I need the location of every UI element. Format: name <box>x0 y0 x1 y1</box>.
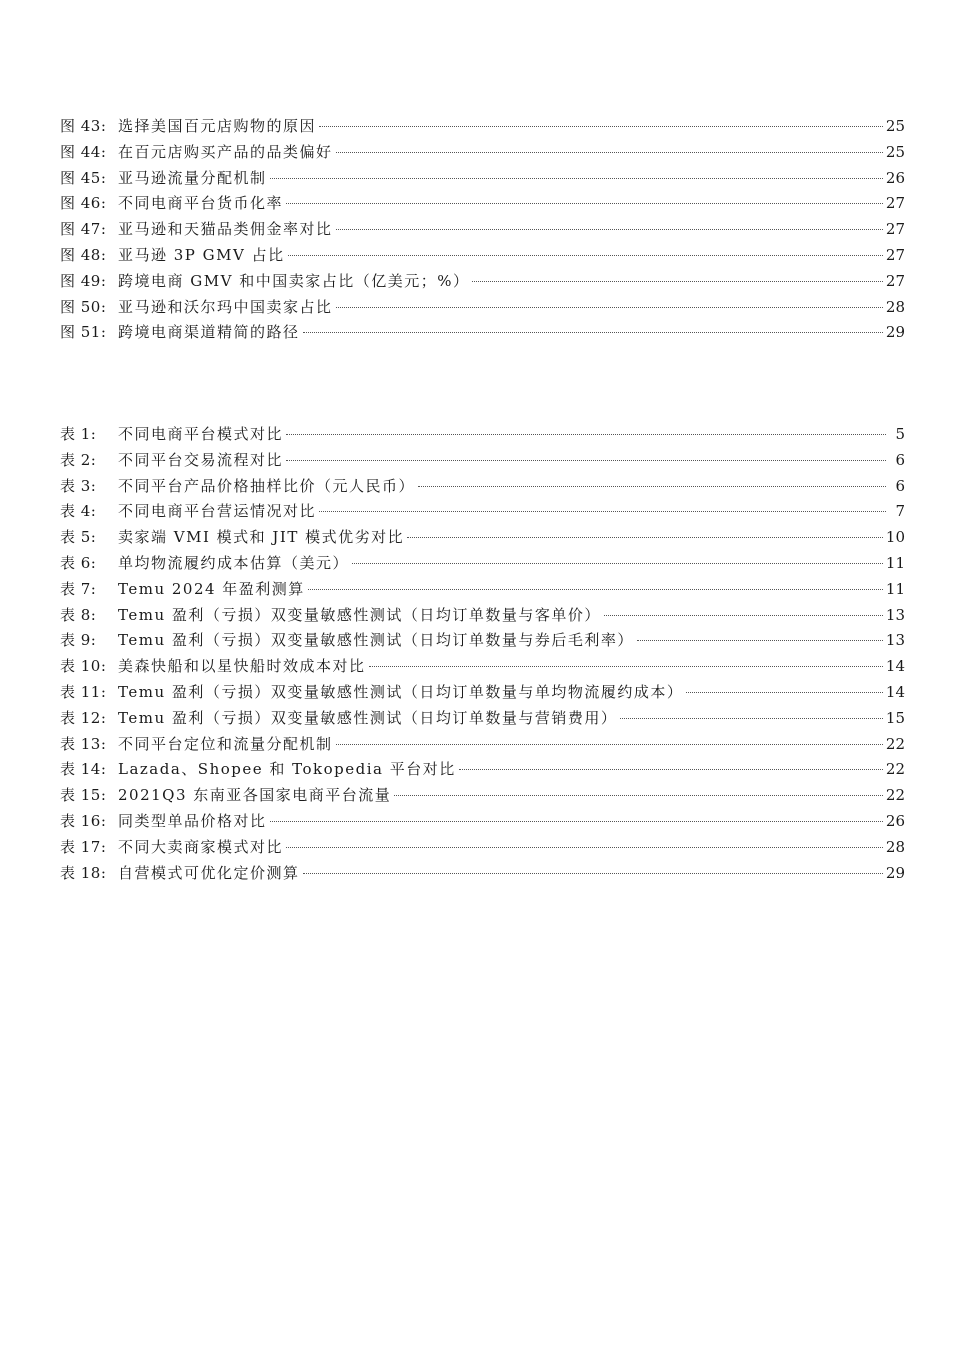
entry-page-number: 26 <box>885 811 905 830</box>
toc-entry[interactable] <box>60 450 905 476</box>
entry-title: 不同平台交易流程对比 <box>118 450 284 469</box>
entry-page-number: 27 <box>885 271 905 290</box>
entry-page-number: 28 <box>885 837 905 856</box>
toc-entry[interactable] <box>60 245 905 271</box>
toc-entry[interactable] <box>60 630 905 656</box>
entry-title: 跨境电商渠道精简的路径 <box>118 323 300 342</box>
toc-entry[interactable] <box>60 116 905 142</box>
toc-entry[interactable] <box>60 476 905 502</box>
toc-entry[interactable] <box>60 837 905 863</box>
entry-page-number: 22 <box>885 786 905 805</box>
entry-label: 图 50: <box>60 297 107 316</box>
toc-entry[interactable] <box>60 863 905 889</box>
entry-title: 美森快船和以星快船时效成本对比 <box>118 657 366 676</box>
entry-page-number: 27 <box>885 220 905 239</box>
entry-label: 图 46: <box>60 194 107 213</box>
toc-entry[interactable] <box>60 142 905 168</box>
toc-entry[interactable] <box>60 605 905 631</box>
entry-label: 表 6: <box>60 553 97 572</box>
entry-page-number: 6 <box>895 450 905 469</box>
entry-title: 自营模式可优化定价测算 <box>118 863 300 882</box>
entry-label: 表 9: <box>60 631 97 650</box>
entry-page-number: 11 <box>885 579 905 598</box>
figures-index <box>60 116 905 348</box>
entry-title: 同类型单品价格对比 <box>118 811 267 830</box>
entry-page-number: 25 <box>885 117 905 135</box>
toc-entry[interactable] <box>60 271 905 297</box>
entry-page-number: 27 <box>885 194 905 213</box>
toc-entry[interactable] <box>60 193 905 219</box>
dot-leader <box>336 744 883 745</box>
entry-label: 表 2: <box>60 450 97 469</box>
entry-title: 亚马逊和天猫品类佣金率对比 <box>118 220 333 239</box>
entry-label: 图 43: <box>60 117 107 135</box>
entry-label: 表 3: <box>60 476 97 495</box>
entry-label: 图 47: <box>60 220 107 239</box>
entry-title: 不同电商平台货币化率 <box>118 194 284 213</box>
entry-page-number: 27 <box>885 245 905 264</box>
dot-leader <box>407 537 883 538</box>
entry-label: 表 11: <box>60 682 107 701</box>
entry-page-number: 7 <box>895 502 905 521</box>
entry-page-number: 6 <box>895 476 905 495</box>
dot-leader <box>308 589 883 590</box>
entry-title: 单均物流履约成本估算（美元） <box>118 553 350 572</box>
entry-title: 跨境电商 GMV 和中国卖家占比（亿美元；%） <box>118 271 470 290</box>
dot-leader <box>319 126 883 127</box>
entry-label: 表 18: <box>60 863 107 882</box>
entry-title: 不同大卖商家模式对比 <box>118 837 284 856</box>
dot-leader <box>394 795 883 796</box>
dot-leader <box>459 769 883 770</box>
toc-entry[interactable] <box>60 579 905 605</box>
entry-page-number: 11 <box>885 553 905 572</box>
entry-label: 表 16: <box>60 811 107 830</box>
entry-page-number: 14 <box>885 657 905 676</box>
entry-label: 图 49: <box>60 271 107 290</box>
toc-entry[interactable] <box>60 527 905 553</box>
dot-leader <box>288 255 883 256</box>
toc-entry[interactable] <box>60 219 905 245</box>
dot-leader <box>270 178 883 179</box>
entry-label: 表 8: <box>60 605 97 624</box>
tables-index <box>60 424 905 888</box>
toc-entry[interactable] <box>60 708 905 734</box>
entry-page-number: 25 <box>885 142 905 161</box>
entry-title: 不同平台定位和流量分配机制 <box>118 734 333 753</box>
entry-title: Temu 盈利（亏损）双变量敏感性测试（日均订单数量与券后毛利率） <box>118 631 634 650</box>
entry-title: Lazada、Shopee 和 Tokopedia 平台对比 <box>118 760 456 779</box>
entry-page-number: 5 <box>895 425 905 443</box>
dot-leader <box>286 434 886 435</box>
toc-entry[interactable] <box>60 501 905 527</box>
entry-page-number: 15 <box>885 708 905 727</box>
entry-title: Temu 2024 年盈利测算 <box>118 579 305 598</box>
entry-title: 2021Q3 东南亚各国家电商平台流量 <box>118 786 392 805</box>
entry-label: 表 13: <box>60 734 107 753</box>
toc-entry[interactable] <box>60 168 905 194</box>
toc-entry[interactable] <box>60 759 905 785</box>
entry-page-number: 26 <box>885 168 905 187</box>
dot-leader <box>336 229 883 230</box>
entry-label: 表 17: <box>60 837 107 856</box>
entry-page-number: 22 <box>885 734 905 753</box>
entry-page-number: 13 <box>885 631 905 650</box>
entry-label: 图 48: <box>60 245 107 264</box>
entry-title: 不同平台产品价格抽样比价（元人民币） <box>118 476 416 495</box>
entry-title: 不同电商平台模式对比 <box>118 425 284 443</box>
dot-leader <box>303 332 883 333</box>
entry-label: 表 1: <box>60 425 97 443</box>
entry-page-number: 10 <box>885 528 905 547</box>
entry-label: 表 14: <box>60 760 107 779</box>
entry-title: 亚马逊流量分配机制 <box>118 168 267 187</box>
dot-leader <box>286 847 883 848</box>
entry-label: 图 51: <box>60 323 107 342</box>
toc-entry[interactable] <box>60 297 905 323</box>
entry-page-number: 28 <box>885 297 905 316</box>
toc-entry[interactable] <box>60 322 905 348</box>
dot-leader <box>369 666 883 667</box>
dot-leader <box>286 203 883 204</box>
entry-label: 表 10: <box>60 657 107 676</box>
entry-label: 图 45: <box>60 168 107 187</box>
toc-entry[interactable] <box>60 656 905 682</box>
entry-page-number: 29 <box>885 863 905 882</box>
dot-leader <box>352 563 883 564</box>
entry-label: 表 4: <box>60 502 97 521</box>
entry-title: 亚马逊 3P GMV 占比 <box>118 245 285 264</box>
dot-leader <box>336 152 883 153</box>
entry-label: 表 12: <box>60 708 107 727</box>
toc-entry[interactable] <box>60 785 905 811</box>
entry-title: 亚马逊和沃尔玛中国卖家占比 <box>118 297 333 316</box>
entry-title: Temu 盈利（亏损）双变量敏感性测试（日均订单数量与营销费用） <box>118 708 618 727</box>
dot-leader <box>686 692 883 693</box>
dot-leader <box>472 281 882 282</box>
entry-page-number: 14 <box>885 682 905 701</box>
toc-entry[interactable] <box>60 682 905 708</box>
toc-entry[interactable] <box>60 734 905 760</box>
entry-title: 在百元店购买产品的品类偏好 <box>118 142 333 161</box>
entry-label: 图 44: <box>60 142 107 161</box>
entry-page-number: 13 <box>885 605 905 624</box>
dot-leader <box>270 821 883 822</box>
entry-page-number: 29 <box>885 323 905 342</box>
dot-leader <box>336 307 883 308</box>
dot-leader <box>637 640 883 641</box>
entry-title: Temu 盈利（亏损）双变量敏感性测试（日均订单数量与单均物流履约成本） <box>118 682 684 701</box>
entry-label: 表 15: <box>60 786 107 805</box>
dot-leader <box>319 511 886 512</box>
entry-title: Temu 盈利（亏损）双变量敏感性测试（日均订单数量与客单价） <box>118 605 601 624</box>
toc-entry[interactable] <box>60 811 905 837</box>
dot-leader <box>286 460 886 461</box>
entry-title: 卖家端 VMI 模式和 JIT 模式优劣对比 <box>118 528 405 547</box>
entry-label: 表 7: <box>60 579 97 598</box>
entry-label: 表 5: <box>60 528 97 547</box>
dot-leader <box>620 718 883 719</box>
entry-page-number: 22 <box>885 760 905 779</box>
toc-entry[interactable] <box>60 553 905 579</box>
entry-title: 不同电商平台营运情况对比 <box>118 502 317 521</box>
dot-leader <box>604 615 883 616</box>
dot-leader <box>418 486 886 487</box>
toc-entry[interactable] <box>60 424 905 450</box>
dot-leader <box>303 873 883 874</box>
entry-title: 选择美国百元店购物的原因 <box>118 117 317 135</box>
